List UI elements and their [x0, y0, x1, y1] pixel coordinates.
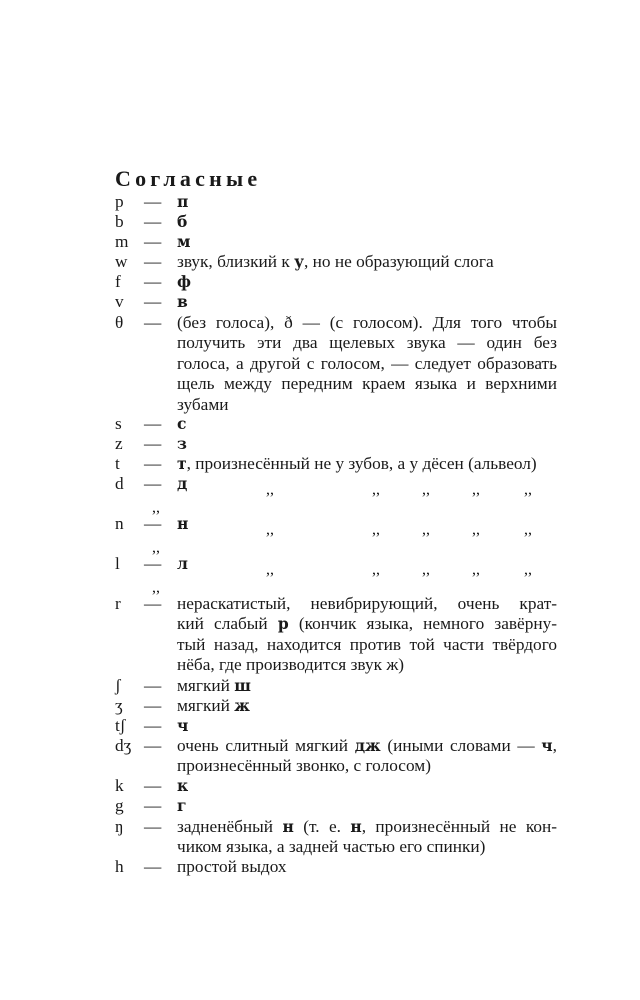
phonetic-symbol: ʃ — [115, 676, 121, 695]
bold-letter: б — [177, 212, 188, 231]
dash: — — [144, 272, 162, 291]
text-line: зубами — [177, 394, 229, 414]
bold-letter: дж — [354, 736, 381, 755]
description — [177, 252, 557, 272]
text: , произнесённый не у зубов, а у дёсен (альвеол) — [186, 454, 537, 473]
bold-letter: н — [177, 514, 189, 533]
bold-letter: ш — [234, 676, 251, 695]
text-line: получить эти два щелевых звука — один без — [177, 333, 557, 353]
phonetic-symbol: θ — [115, 313, 124, 332]
phonetic-symbol: w — [115, 252, 128, 271]
text: очень слитный мягкий — [177, 736, 355, 755]
description — [177, 292, 557, 312]
ditto-mark: ,, — [266, 561, 274, 578]
description — [177, 594, 557, 676]
description — [177, 272, 557, 292]
text-line — [177, 614, 557, 634]
description — [177, 796, 557, 816]
phonetic-symbol: r — [115, 594, 121, 613]
text: задненёбный — [177, 817, 283, 836]
dash: — — [144, 232, 162, 251]
bold-letter: п — [177, 192, 189, 211]
dash: — — [144, 554, 162, 573]
bold-letter: л — [177, 554, 188, 573]
dash: — — [144, 696, 162, 715]
phonetic-symbol: tʃ — [115, 716, 126, 735]
phonetic-symbol: m — [115, 232, 129, 251]
description — [177, 232, 557, 252]
description — [177, 736, 557, 777]
dash: — — [144, 252, 162, 271]
bold-letter: с — [177, 414, 187, 433]
dash: — — [144, 736, 162, 755]
dash: — — [144, 716, 162, 735]
dash: — — [144, 212, 162, 231]
dash: — — [144, 817, 162, 836]
text: , произнесённый не кон- — [361, 817, 557, 836]
text: мягкий — [177, 676, 235, 695]
text: , — [552, 736, 557, 755]
description — [177, 212, 557, 232]
description — [177, 313, 557, 415]
phonetic-symbol: s — [115, 414, 122, 433]
description — [177, 676, 557, 696]
text: мягкий — [177, 696, 235, 715]
text-line — [177, 736, 557, 756]
bold-letter: м — [177, 232, 191, 251]
dash: — — [144, 474, 162, 493]
ditto-mark: ,, — [372, 521, 380, 538]
bold-letter: г — [177, 796, 187, 815]
phonetic-symbol: k — [115, 776, 124, 795]
text: звук, близкий к — [177, 252, 295, 271]
description — [177, 696, 557, 716]
text-line: произнесённый звонко, с голосом) — [177, 756, 431, 776]
text-line: (без голоса), ð — (с голосом). Для того чтобы — [177, 313, 557, 332]
dash: — — [144, 454, 162, 473]
ditto-mark: ,, — [524, 481, 532, 498]
bold-letter: р — [277, 614, 289, 634]
text: простой выдох — [177, 857, 287, 876]
dash: — — [144, 676, 162, 695]
text-line: чиком языка, а задней частью его спинки) — [177, 837, 486, 857]
description — [177, 716, 557, 736]
description — [177, 434, 557, 454]
ditto-mark: ,, — [372, 481, 380, 498]
description — [177, 554, 557, 574]
ditto-mark: ,, — [422, 481, 430, 498]
phonetic-symbol: d — [115, 474, 124, 493]
dash: — — [144, 414, 162, 433]
phonetic-symbol: ŋ — [115, 817, 124, 836]
text-line — [177, 817, 557, 837]
ditto-mark: ,, — [152, 539, 160, 556]
bold-letter: у — [294, 252, 304, 271]
dash: — — [144, 313, 162, 332]
phonetic-symbol: t — [115, 454, 120, 473]
ditto-mark: ,, — [422, 521, 430, 538]
description — [177, 192, 557, 212]
ditto-mark: ,, — [152, 579, 160, 596]
ditto-mark: ,, — [266, 521, 274, 538]
phonetic-symbol: dʒ — [115, 736, 132, 755]
text: , но не образующий слога — [304, 252, 494, 271]
text: (кончик языка, немного завёрну- — [288, 614, 557, 634]
phonetic-symbol: v — [115, 292, 124, 311]
bold-letter: д — [177, 474, 188, 493]
text-line: нёба, где производится звук ж) — [177, 655, 405, 675]
bold-letter: з — [177, 434, 187, 453]
description — [177, 857, 557, 877]
text-line: нераскатистый, невибрирующий, очень крат- — [177, 594, 557, 613]
phonetic-symbol: g — [115, 796, 124, 815]
dash: — — [144, 776, 162, 795]
description — [177, 817, 557, 858]
ditto-mark: ,, — [524, 561, 532, 578]
bold-letter: т — [177, 454, 187, 473]
phonetic-symbol: p — [115, 192, 124, 211]
bold-letter: ж — [234, 696, 250, 715]
ditto-mark: ,, — [472, 521, 480, 538]
description — [177, 776, 557, 796]
bold-letter: н — [350, 817, 362, 836]
phonetic-symbol: ʒ — [115, 696, 123, 715]
description — [177, 474, 557, 494]
dash: — — [144, 434, 162, 453]
dash: — — [144, 796, 162, 815]
text-line: голоса, а другой с голосом, — следует образовать — [177, 353, 557, 373]
phonetic-symbol: f — [115, 272, 121, 291]
text: (иными словами — — [380, 736, 542, 755]
dash: — — [144, 292, 162, 311]
section-heading: Согласные — [115, 166, 262, 191]
dash: — — [144, 192, 162, 211]
description — [177, 414, 557, 434]
phonetic-symbol: l — [115, 554, 120, 573]
bold-letter: в — [177, 292, 188, 311]
description — [177, 454, 557, 474]
bold-letter: к — [177, 776, 189, 795]
bold-letter: ч — [177, 716, 189, 735]
phonetic-symbol: h — [115, 857, 124, 876]
bold-letter: ф — [177, 272, 191, 291]
text: кий слабый — [177, 614, 278, 634]
phonetic-symbol: z — [115, 434, 123, 453]
bold-letter: н — [282, 817, 294, 836]
dash: — — [144, 857, 162, 876]
ditto-mark: ,, — [422, 561, 430, 578]
description — [177, 514, 557, 534]
dash: — — [144, 594, 162, 613]
text: (т. е. — [293, 817, 351, 836]
ditto-mark: ,, — [266, 481, 274, 498]
phonetic-symbol: n — [115, 514, 124, 533]
dash: — — [144, 514, 162, 533]
ditto-mark: ,, — [372, 561, 380, 578]
ditto-mark: ,, — [472, 561, 480, 578]
phonetic-symbol: b — [115, 212, 124, 231]
ditto-mark: ,, — [152, 499, 160, 516]
text-line: тый назад, находится против той части твёрдого — [177, 634, 557, 654]
ditto-mark: ,, — [524, 521, 532, 538]
bold-letter: ч — [541, 736, 553, 755]
ditto-mark: ,, — [472, 481, 480, 498]
text-line: щель между передним краем языка и верхними — [177, 374, 557, 394]
